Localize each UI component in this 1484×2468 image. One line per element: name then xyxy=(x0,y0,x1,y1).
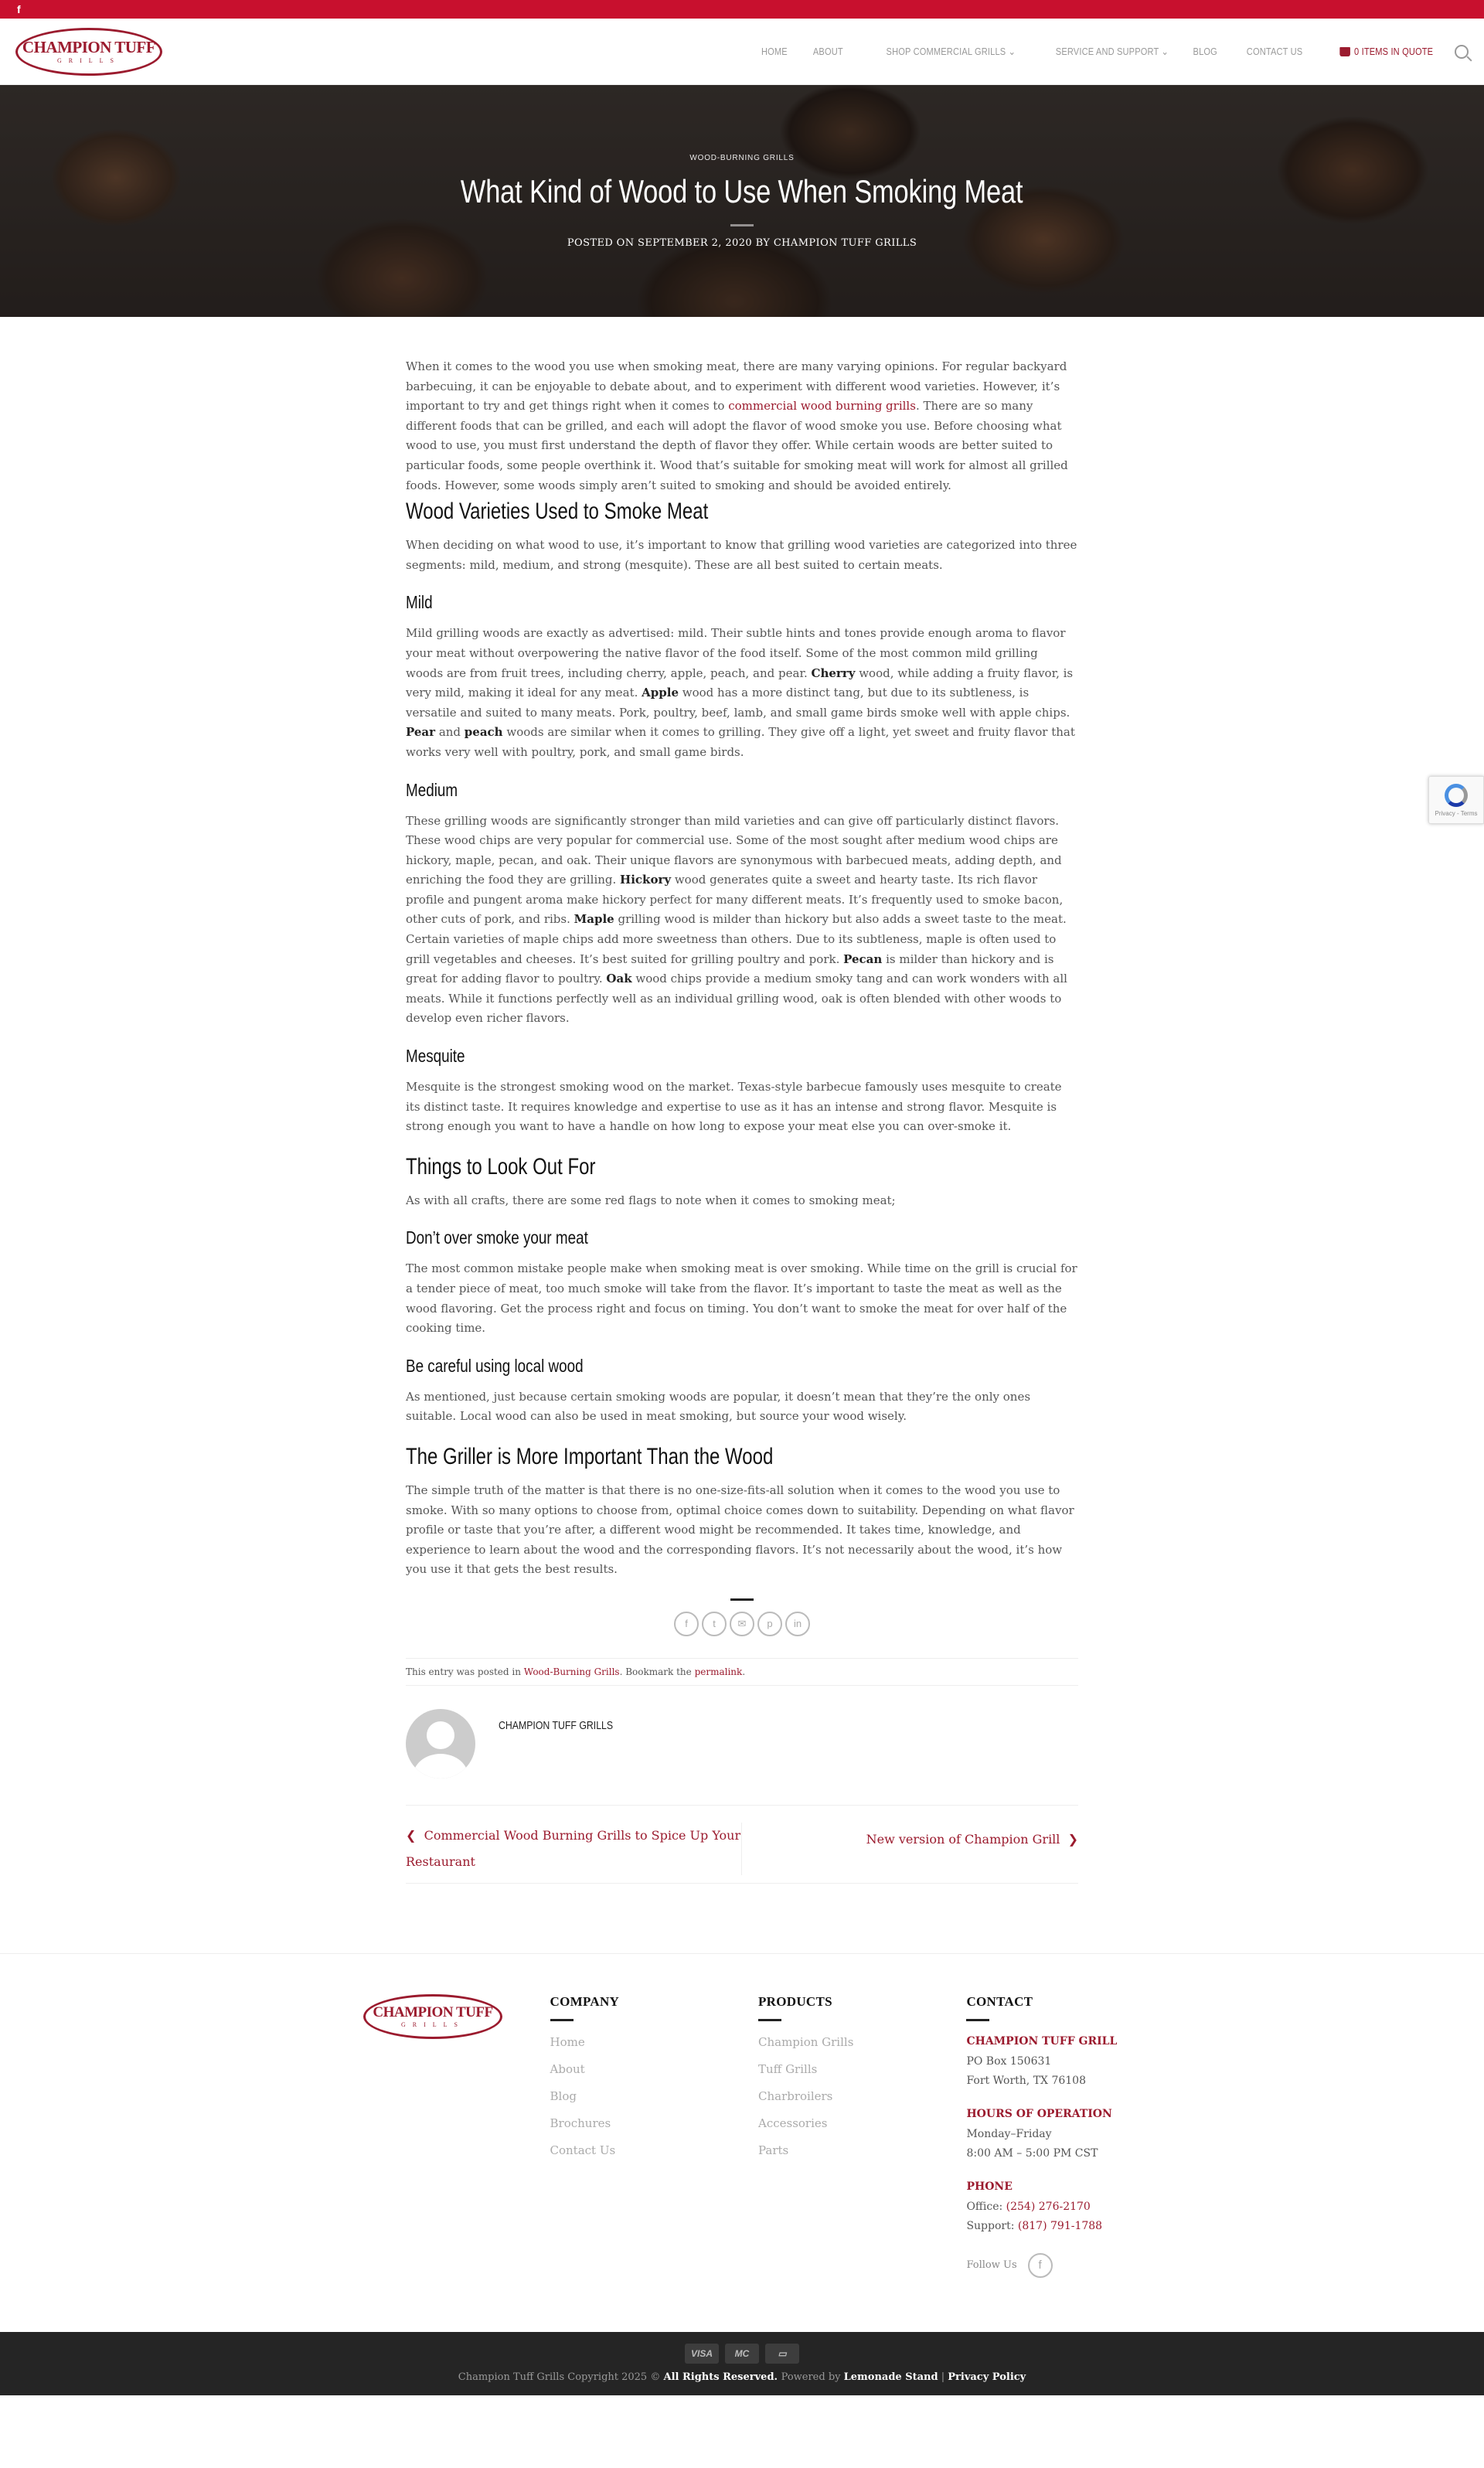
search-icon[interactable] xyxy=(1455,45,1469,59)
footer-contact-title: CONTACT xyxy=(966,1993,1033,2009)
powered-by-link[interactable]: Lemonade Stand xyxy=(843,2371,938,2384)
varieties-paragraph: When deciding on what wood to use, it’s important to know that grilling wood varieties are categorized into three segments: mild, medium, and strong (mesquite). These are all best suited to certain meats. xyxy=(406,538,1077,572)
post-navigation xyxy=(406,1806,1078,1884)
cart-icon xyxy=(1339,47,1350,56)
contact-address-1: PO Box 150631 xyxy=(966,2054,1052,2068)
chevron-left-icon: ❮ xyxy=(406,1827,424,1843)
footer-link-home[interactable]: Home xyxy=(550,2034,585,2049)
email-share-icon[interactable]: ✉ xyxy=(730,1612,754,1636)
mesquite-paragraph: Mesquite is the strongest smoking wood on the market. Texas-style barbecue famously uses mesquite to create its distinct taste. It requires knowledge and expertise to use as it has an intense and strong flavor. Mesquite is strong enough you want to have a handle on how long to expose your meat else you can over-smoke it. xyxy=(406,1080,1062,1134)
follow-label: Follow Us xyxy=(966,2259,1017,2272)
footer-link-parts[interactable]: Parts xyxy=(757,2143,789,2157)
author-box xyxy=(406,1686,1078,1806)
recaptcha-badge[interactable] xyxy=(1428,776,1484,824)
mild-paragraph: Mild grilling woods are exactly as advertised: mild. Their subtle hints and tones provide enough aroma to flavor your meat without overpowering the native flavor of the food itself. Some of the most common mild grilling woods are from fruit trees, including cherry, apple, peach, and pear. Cherry wood, while adding a fruity flavor, is very mild, making it ideal for any meat. Apple wood has a more distinct tang, but due to its subtleness, is versatile and suited to many meats. Pork, poultry, beef, lamb, and small game birds smoke well with apple chips. Pear and peach woods are similar when it comes to grilling. They give off a light, yet sweet and fruity flavor that works very well with poultry, pork, and small game birds. xyxy=(406,626,1075,759)
title-divider xyxy=(730,224,754,226)
contact-name: CHAMPION TUFF GRILL xyxy=(966,2034,1118,2048)
post-meta: POSTED ON SEPTEMBER 2, 2020 BY CHAMPION TUFF GRILLS xyxy=(567,237,917,249)
footer-link-blog[interactable]: Blog xyxy=(550,2088,577,2103)
twitter-share-icon[interactable]: t xyxy=(702,1612,727,1636)
commercial-grills-link[interactable]: commercial wood burning grills xyxy=(728,399,916,414)
next-post-link[interactable]: New version of Champion Grill ❯ xyxy=(866,1831,1078,1847)
chevron-down-icon: ⌄ xyxy=(1161,45,1169,57)
site-header xyxy=(0,19,1484,85)
author-name: CHAMPION TUFF GRILLS xyxy=(499,1719,614,1733)
footer-link-contact[interactable]: Contact Us xyxy=(550,2143,616,2157)
griller-paragraph: The simple truth of the matter is that there is no one-size-fits-all solution when it comes to the wood you use to smoke. With so many options to choose from, optimal choice comes down to suitability. Depending on what flavor profile or taste that you’re after, a different wood might be recommended. It takes time, knowledge, and experience to learn about the wood and the corresponding flavors. It’s not necessarily about the wood, it’s how you use it that gets the best results. xyxy=(406,1483,1074,1577)
things-paragraph: As with all crafts, there are some red flags to note when it comes to smoking meat; xyxy=(406,1193,896,1207)
pinterest-share-icon[interactable]: p xyxy=(757,1612,782,1636)
card-icon: ▭ xyxy=(765,2344,799,2364)
hours-time: 8:00 AM – 5:00 PM CST xyxy=(966,2146,1098,2160)
entry-meta: This entry was posted in Wood-Burning Grills. Bookmark the permalink. xyxy=(406,1658,1078,1686)
article-body xyxy=(406,317,1078,1884)
hero-banner xyxy=(0,85,1484,317)
recaptcha-icon xyxy=(1445,784,1468,807)
hours-title: HOURS OF OPERATION xyxy=(966,2107,1112,2120)
footer-logo[interactable]: CHAMPION TUFF GRILLS xyxy=(363,1994,502,2039)
facebook-icon[interactable]: f xyxy=(17,3,21,15)
hours-days: Monday–Friday xyxy=(966,2127,1052,2140)
linkedin-share-icon[interactable]: in xyxy=(785,1612,810,1636)
heading-wood-varieties: Wood Varieties Used to Smoke Meat xyxy=(406,499,709,525)
heading-things: Things to Look Out For xyxy=(406,1153,596,1180)
nav-shop[interactable] xyxy=(886,46,1015,58)
footer-link-tuff-grills[interactable]: Tuff Grills xyxy=(757,2061,818,2076)
recaptcha-text: Privacy - Terms xyxy=(1435,809,1478,817)
nav-blog[interactable]: BLOG xyxy=(1193,46,1217,57)
post-category[interactable]: WOOD-BURNING GRILLS xyxy=(689,153,795,162)
intro-paragraph: When it comes to the wood you use when smoking meat, there are many varying opinions. For regular backyard barbecuing, it can be enjoyable to debate about, and to experiment with different wood varieties. However, it’s important to try and get things right when it comes to commercial wood burning grills. There are so many different foods that can be grilled, and each will adopt the flavor of wood smoke you use. Before choosing what wood to use, you must first understand the depth of flavor they offer. While certain woods are better suited to particular foods, some people overthink it. Wood that’s suitable for smoking meat will work for almost all grilled foods. However, some woods simply aren’t suited to smoking and should be avoided entirely. xyxy=(406,359,1068,492)
copyright: Champion Tuff Grills Copyright 2025 © All Rights Reserved. Powered by Lemonade Stand | Privacy Policy xyxy=(458,2371,1026,2384)
heading-medium: Medium xyxy=(406,779,458,800)
heading-mesquite: Mesquite xyxy=(406,1046,465,1067)
nav-service[interactable] xyxy=(1055,46,1168,58)
quote-label: 0 ITEMS IN QUOTE xyxy=(1353,46,1433,57)
follow-us xyxy=(966,2253,1136,2278)
heading-oversmoke: Don’t over smoke your meat xyxy=(406,1227,588,1248)
footer-link-charbroilers[interactable]: Charbroilers xyxy=(757,2088,833,2103)
office-phone-link[interactable]: (254) 276-2170 xyxy=(1006,2200,1091,2213)
facebook-share-icon[interactable]: f xyxy=(674,1612,699,1636)
nav-contact[interactable]: CONTACT US xyxy=(1247,46,1303,57)
footer-products-title: PRODUCTS xyxy=(757,1993,832,2009)
oversmoke-paragraph: The most common mistake people make when smoking meat is over smoking. While time on the grill is crucial for a tender piece of meat, too much smoke will take from the flavor. It’s important to taste the meat as well as the wood flavoring. Get the process right and focus on timing. You don’t want to smoke the meat for over half of the cooking time. xyxy=(406,1261,1077,1336)
avatar xyxy=(406,1709,475,1779)
logo-subtext: GRILLS xyxy=(57,56,121,64)
footer-link-champion-grills[interactable]: Champion Grills xyxy=(757,2034,854,2049)
previous-post-link[interactable]: ❮ Commercial Wood Burning Grills to Spice Up Your Restaurant xyxy=(406,1823,742,1875)
chevron-right-icon: ❯ xyxy=(1060,1831,1078,1847)
logo-text: CHAMPION TUFF xyxy=(22,37,156,56)
footer-contact: CONTACT CHAMPION TUFF GRILL PO Box 150631 Fort Worth, TX 76108 HOURS OF OPERATION Monday–Friday 8:00 AM – 5:00 PM CST PHONE Office: (254) 276-2170 Support: (817) 791-1788 Follow Us f xyxy=(966,1994,1136,2278)
chevron-down-icon: ⌄ xyxy=(1008,45,1016,57)
footer-link-about[interactable]: About xyxy=(550,2061,585,2076)
medium-paragraph: These grilling woods are significantly stronger than mild varieties and can give off particularly distinct flavors. These wood chips are very popular for commercial use. Some of the most sought after medium wood chips are hickory, maple, pecan, and oak. Their unique flavors are synonymous with barbecued meats, adding depth, and enriching the food they are grilling. Hickory wood generates quite a sweet and hearty taste. Its rich flavor profile and pungent aroma make hickory perfect for many different meats. It’s frequently used to smoke bacon, other cuts of pork, and ribs. Maple grilling wood is milder than hickory but also adds a sweet taste to the meat. Certain varieties of maple chips add more sweetness than others. Due to its subtleness, maple is often used to grill vegetables and cheeses. It’s best suited for grilling poultry and pork. Pecan is milder than hickory and is great for adding flavor to poultry. Oak wood chips provide a medium smoky tang and can work wonders with all meats. While it functions perfectly well as an individual grilling wood, oak is often blended with other woods to develop even richer flavors. xyxy=(406,813,1067,1026)
nav-service-label: SERVICE AND SUPPORT xyxy=(1055,45,1159,57)
top-bar xyxy=(0,0,1484,19)
mastercard-icon: MC xyxy=(725,2344,759,2364)
post-title: What Kind of Wood to Use When Smoking Meat xyxy=(461,172,1023,209)
heading-mild: Mild xyxy=(406,592,433,613)
permalink-link[interactable]: permalink xyxy=(694,1666,743,1677)
nav-home[interactable]: HOME xyxy=(761,46,788,57)
contact-address-2: Fort Worth, TX 76108 xyxy=(966,2074,1086,2087)
footer-link-brochures[interactable]: Brochures xyxy=(550,2116,611,2130)
privacy-policy-link[interactable]: Privacy Policy xyxy=(948,2371,1026,2384)
footer-company-title: COMPANY xyxy=(550,1993,620,2009)
footer-link-accessories[interactable]: Accessories xyxy=(757,2116,828,2130)
heading-local-wood: Be careful using local wood xyxy=(406,1355,584,1376)
facebook-follow-icon[interactable]: f xyxy=(1028,2253,1053,2278)
local-paragraph: As mentioned, just because certain smoking woods are popular, it doesn’t mean that they’re the only ones suitable. Local wood can also be used in meat smoking, but source your wood wisely. xyxy=(406,1389,1031,1424)
phone-title: PHONE xyxy=(966,2180,1013,2193)
heading-griller: The Griller is More Important Than the Wood xyxy=(406,1443,774,1469)
share-icons xyxy=(406,1612,1078,1636)
category-link[interactable]: Wood-Burning Grills xyxy=(523,1666,620,1677)
payment-icons xyxy=(685,2344,799,2364)
site-footer xyxy=(0,1953,1484,2332)
quote-button[interactable] xyxy=(1339,46,1433,57)
support-phone-link[interactable]: (817) 791-1788 xyxy=(1017,2219,1103,2232)
footer-products xyxy=(758,1994,966,2278)
main-nav xyxy=(737,45,1469,59)
share-divider xyxy=(730,1598,754,1601)
nav-shop-label: SHOP COMMERCIAL GRILLS xyxy=(886,45,1006,57)
footer-company xyxy=(550,1994,758,2278)
bottom-bar xyxy=(0,2332,1484,2395)
visa-icon: VISA xyxy=(685,2344,719,2364)
site-logo[interactable] xyxy=(15,28,162,76)
nav-about[interactable]: ABOUT xyxy=(812,46,843,57)
